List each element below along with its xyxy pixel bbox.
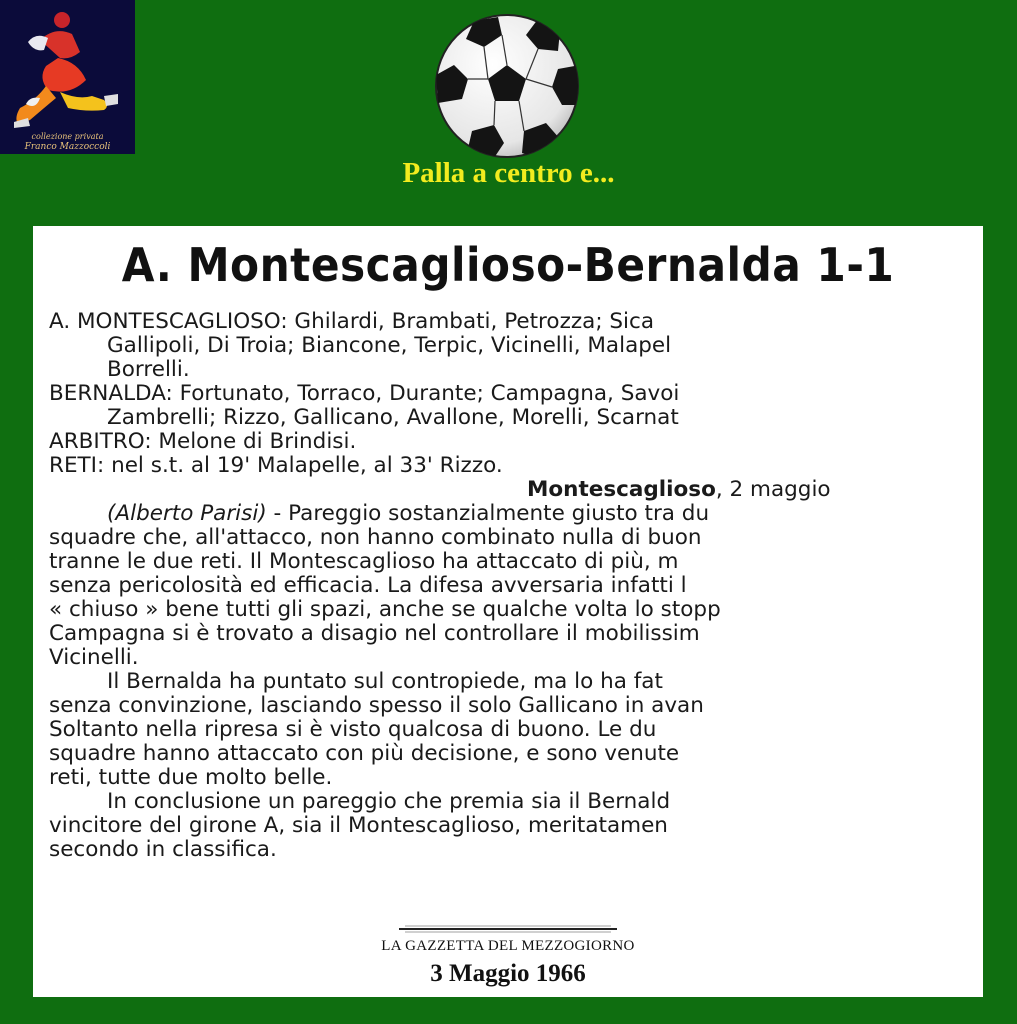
body-line: vincitore del girone A, sia il Montescaglioso, meritatamen: [49, 813, 668, 838]
boxer-illustration: [0, 0, 135, 154]
body-line: secondo in classifica.: [49, 837, 277, 862]
body-line: reti, tutte due molto belle.: [49, 765, 333, 790]
tagline: Palla a centro e...: [402, 157, 615, 189]
ornamental-rule: [395, 924, 621, 934]
body-line: In conclusione un pareggio che premia sia il Bernald: [107, 789, 671, 814]
publication-date: 3 Maggio 1966: [430, 960, 586, 987]
body-line: [49, 502, 983, 526]
article-headline: A. Montescaglioso-Bernalda 1-1: [121, 238, 895, 292]
body-line: « chiuso » bene tutti gli spazi, anche se qualche volta lo stopp: [49, 597, 721, 622]
body-line: Il Bernalda ha puntato sul contropiede, ma lo ha fat: [107, 669, 663, 694]
body-line: Vicinelli.: [49, 645, 139, 670]
newspaper-clipping: [33, 226, 983, 997]
lineup-line: Borrelli.: [107, 357, 190, 382]
body-line: Soltanto nella ripresa si è visto qualcosa di buono. Le du: [49, 717, 657, 742]
lineup-line: Zambrelli; Rizzo, Gallicano, Avallone, Morelli, Scarnat: [107, 405, 679, 430]
byline: (Alberto Parisi): [107, 501, 267, 526]
goals-line: RETI: nel s.t. al 19' Malapelle, al 33' Rizzo.: [49, 453, 503, 478]
dateline: [49, 478, 983, 502]
body-line: tranne le due reti. Il Montescaglioso ha attaccato di più, m: [49, 549, 679, 574]
logo-caption-line2: Franco Mazzoccoli: [24, 142, 111, 152]
newspaper-name: LA GAZZETTA DEL MEZZOGIORNO: [381, 938, 635, 954]
body-line: squadre che, all'attacco, non hanno combinato nulla di buon: [49, 525, 702, 550]
article-text: [49, 310, 983, 862]
body-line: squadre hanno attaccato con più decisione, e sono venute: [49, 741, 680, 766]
body-line: senza convinzione, lasciando spesso il solo Gallicano in avan: [49, 693, 704, 718]
dateline-date: , 2 maggio: [715, 477, 831, 502]
referee-line: ARBITRO: Melone di Brindisi.: [49, 429, 357, 454]
lineup-line: BERNALDA: Fortunato, Torraco, Durante; Campagna, Savoi: [49, 381, 680, 406]
dateline-place: Montescaglioso: [527, 477, 716, 502]
lineup-line: A. MONTESCAGLIOSO: Ghilardi, Brambati, Petrozza; Sica: [49, 309, 655, 334]
collection-logo: [0, 0, 135, 154]
soccer-ball-icon: [434, 13, 580, 159]
body-line: Campagna si è trovato a disagio nel controllare il mobilissim: [49, 621, 700, 646]
body-line: senza pericolosità ed efficacia. La difesa avversaria infatti l: [49, 573, 687, 598]
lineup-line: Gallipoli, Di Troia; Biancone, Terpic, Vicinelli, Malapel: [107, 333, 672, 358]
body-text: - Pareggio sostanzialmente giusto tra du: [266, 501, 710, 526]
logo-caption-line1: collezione privata: [31, 132, 104, 141]
